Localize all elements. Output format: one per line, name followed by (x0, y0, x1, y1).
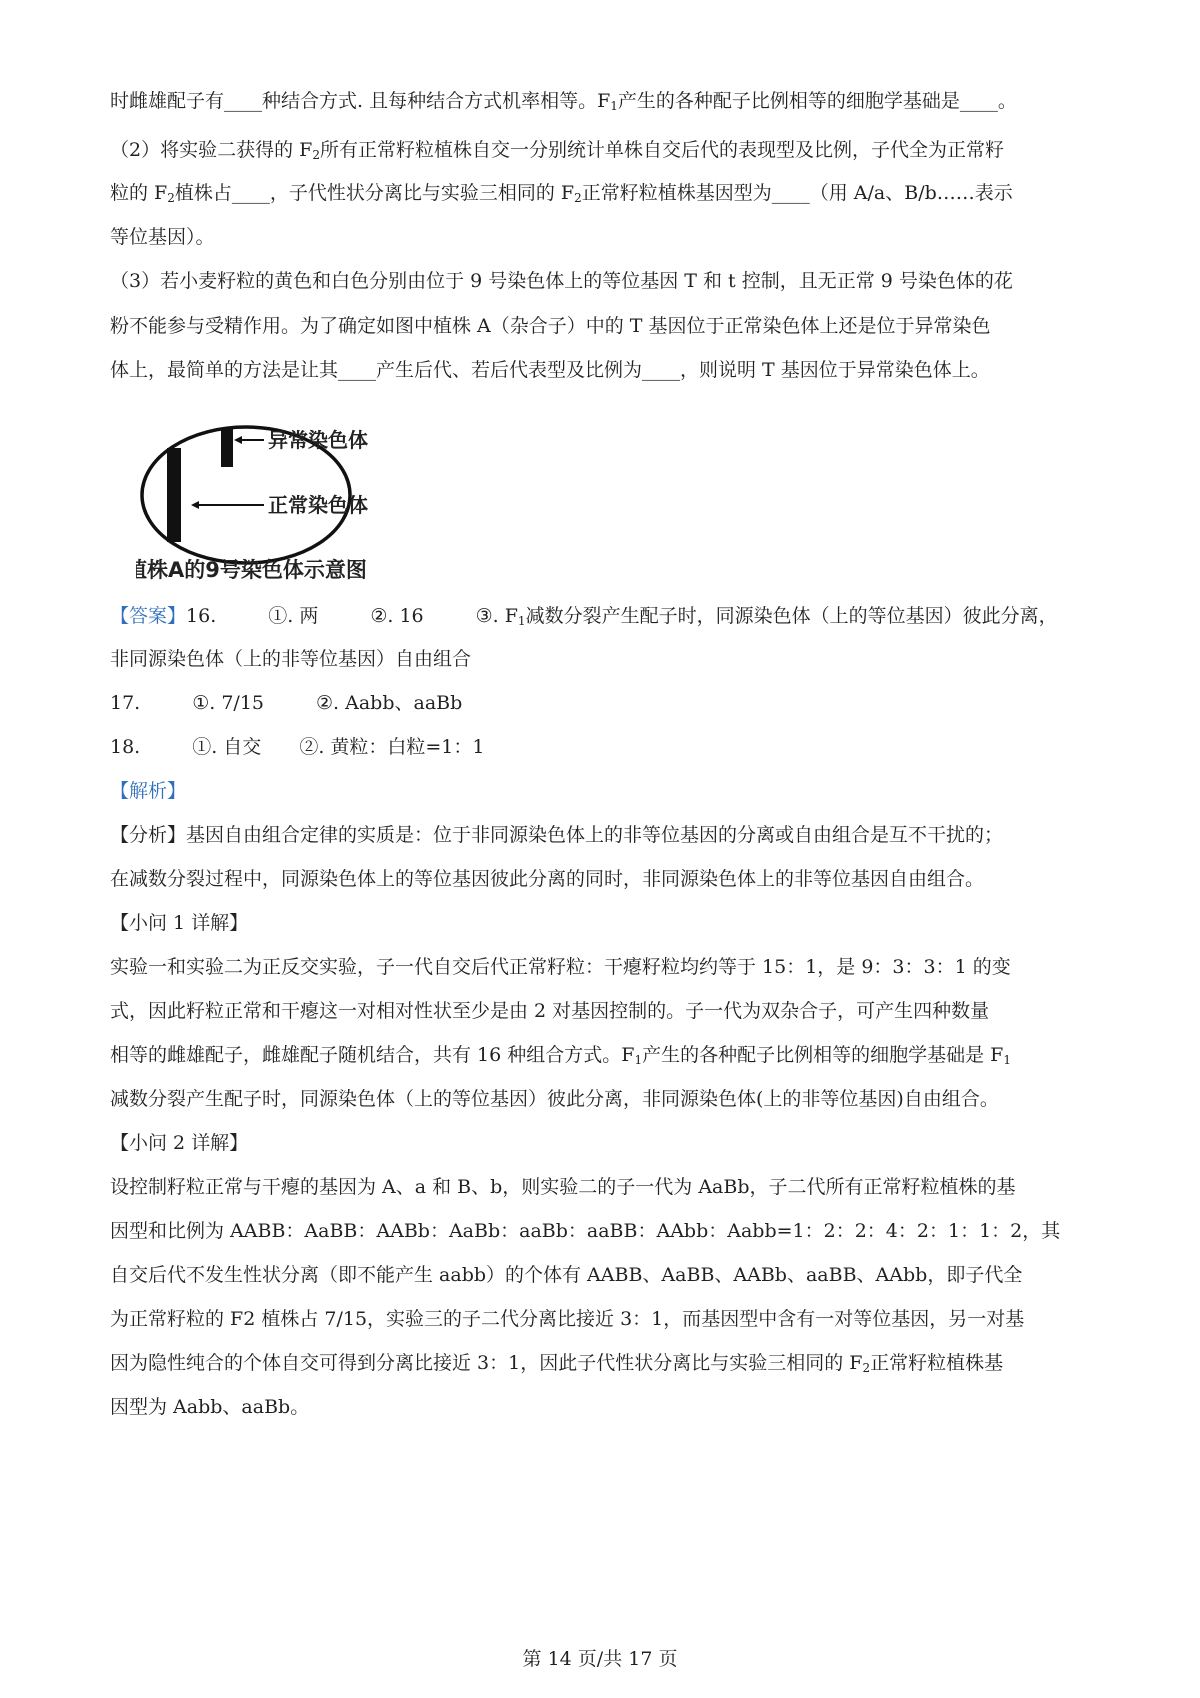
text: 所有正常籽粒植株自交一分别统计单株自交后代的表现型及比例，子代全为正常籽 (319, 139, 1004, 161)
abnormal-chromosome (221, 428, 233, 467)
text: 【小问 1 详解】 (110, 912, 249, 934)
text: 因为隐性纯合的个体自交可得到分离比接近 3：1，因此子代性状分离比与实验三相同的 F (110, 1352, 863, 1374)
question-1-line (110, 86, 1120, 121)
analysis-line-1 (110, 820, 1120, 850)
text: 减数分裂产生配子时，同源染色体（上的等位基因）彼此分离，非同源染色体(上的非等位基因)自由组合。 (110, 1088, 999, 1110)
text: 时雌雄配子有____种结合方式. 且每种结合方式机率相等。F (110, 90, 611, 112)
text: 【小问 2 详解】 (110, 1132, 249, 1154)
text: 正常籽粒植株基 (870, 1352, 1004, 1374)
abnormal-arrow-head (234, 436, 242, 444)
subscript: 1 (517, 614, 526, 628)
text: ②. 16 (370, 605, 424, 627)
text: 减数分裂产生配子时，同源染色体（上的等位基因）彼此分离， (525, 605, 1058, 627)
subscript: 1 (1003, 1053, 1011, 1067)
text: 产生的各种配子比例相等的细胞学基础是____。 (617, 90, 1017, 112)
text: 粒的 F (110, 182, 168, 204)
question-2-line-3 (110, 222, 1120, 252)
question-3-line-2 (110, 311, 1120, 341)
answer-17-line (110, 688, 1120, 718)
text: ②. 黄粒：白粒=1：1 (299, 736, 485, 758)
subq-2-line-6 (110, 1392, 1120, 1422)
subscript: 1 (610, 99, 618, 113)
text: 因型和比例为 AABB：AaBB：AABb：AaBb：aaBb：aaBB：AAbb：Aabb=1：2：2：4：2：1：1：2，其 (110, 1220, 1061, 1242)
text: 非同源染色体（上的非等位基因）自由组合 (110, 648, 472, 670)
text: ①. 两 (268, 605, 319, 627)
text: （3）若小麦籽粒的黄色和白色分别由位于 9 号染色体上的等位基因 T 和 t 控制，且无正常 9 号染色体的花 (110, 270, 1013, 292)
text: 相等的雌雄配子，雌雄配子随机结合，共有 16 种组合方式。F (110, 1044, 635, 1066)
answer-16-line (110, 601, 1120, 636)
subq-1-line-3 (110, 1040, 1120, 1075)
subq-2-line-4 (110, 1304, 1120, 1334)
text: ①. 自交 (192, 736, 262, 758)
page-number: 第 14 页/共 17 页 (522, 1648, 678, 1670)
text: 设控制籽粒正常与干瘪的基因为 A、a 和 B、b，则实验二的子一代为 AaBb，子二代所有正常籽粒植株的基 (110, 1176, 1016, 1198)
subq-1-line-1 (110, 952, 1120, 982)
diagram-caption: 植株A的9号染色体示意图 (136, 558, 367, 582)
text: ③. F (475, 605, 518, 627)
text: 等位基因）。 (110, 226, 215, 248)
subq-1-title (110, 908, 1120, 938)
text: 18. (110, 736, 141, 758)
subscript: 2 (312, 148, 320, 162)
analysis-line-2 (110, 864, 1120, 894)
text: 产生的各种配子比例相等的细胞学基础是 F (642, 1044, 1004, 1066)
text: 【分析】基因自由组合定律的实质是：位于非同源染色体上的非等位基因的分离或自由组合是互不干扰的； (110, 824, 1004, 846)
subscript: 2 (862, 1361, 871, 1375)
question-3-line-1 (110, 266, 1120, 296)
text: 式，因此籽粒正常和干瘪这一对相对性状至少是由 2 对基因控制的。子一代为双杂合子，可产生四种数量 (110, 1000, 990, 1022)
text: 实验一和实验二为正反交实验，子一代自交后代正常籽粒：干瘪籽粒均约等于 15：1，是 9：3：3：1 的变 (110, 956, 1011, 978)
subq-2-line-3 (110, 1260, 1120, 1290)
question-2-line-1 (110, 135, 1120, 170)
subscript: 1 (634, 1053, 643, 1067)
analysis-tag: 【解析】 (110, 780, 187, 802)
normal-chromosome (167, 448, 181, 542)
subq-2-title (110, 1128, 1120, 1158)
text: 在减数分裂过程中，同源染色体上的等位基因彼此分离的同时，非同源染色体上的非等位基因自由组合。 (110, 868, 985, 890)
question-2-line-2 (110, 178, 1120, 213)
normal-arrow-head (191, 501, 199, 509)
question-3-line-3 (110, 355, 1120, 385)
answer-tag: 【答案】 (110, 605, 187, 627)
subq-2-line-1 (110, 1172, 1120, 1202)
text: ②. Aabb、aaBb (316, 692, 463, 714)
subq-2-line-5 (110, 1348, 1120, 1383)
text: 体上，最简单的方法是让其____产生后代、若后代表型及比例为____，则说明 T 基因位于异常染色体上。 (110, 359, 990, 381)
subscript: 2 (167, 191, 175, 205)
text: 植株占____，子代性状分离比与实验三相同的 F (174, 182, 575, 204)
subq-1-line-4 (110, 1084, 1120, 1114)
text: 粉不能参与受精作用。为了确定如图中植株 A（杂合子）中的 T 基因位于正常染色体上还是位于异常染色 (110, 315, 991, 337)
text: 因型为 Aabb、aaBb。 (110, 1396, 310, 1418)
answer-18-line (110, 732, 1120, 762)
text: 为正常籽粒的 F2 植株占 7/15，实验三的子二代分离比接近 3：1，而基因型中含有一对等位基因，另一对基 (110, 1308, 1025, 1330)
text: （2）将实验二获得的 F (110, 139, 313, 161)
text: 正常籽粒植株基因型为____（用 A/a、B/b……表示 (581, 182, 1013, 204)
subq-1-line-2 (110, 996, 1120, 1026)
answer-16-cont (110, 644, 1120, 674)
label-abnormal: 异常染色体 (268, 428, 368, 452)
analysis-tag-line (110, 776, 1120, 806)
text: ①. 7/15 (192, 692, 264, 714)
text: 17. (110, 692, 141, 714)
label-normal: 正常染色体 (268, 493, 368, 517)
subscript: 2 (574, 191, 582, 205)
text: 16. (186, 605, 217, 627)
subq-2-line-2 (110, 1216, 1120, 1246)
text: 自交后代不发生性状分离（即不能产生 aabb）的个体有 AABB、AaBB、AABb、aaBB、AAbb，即子代全 (110, 1264, 1023, 1286)
